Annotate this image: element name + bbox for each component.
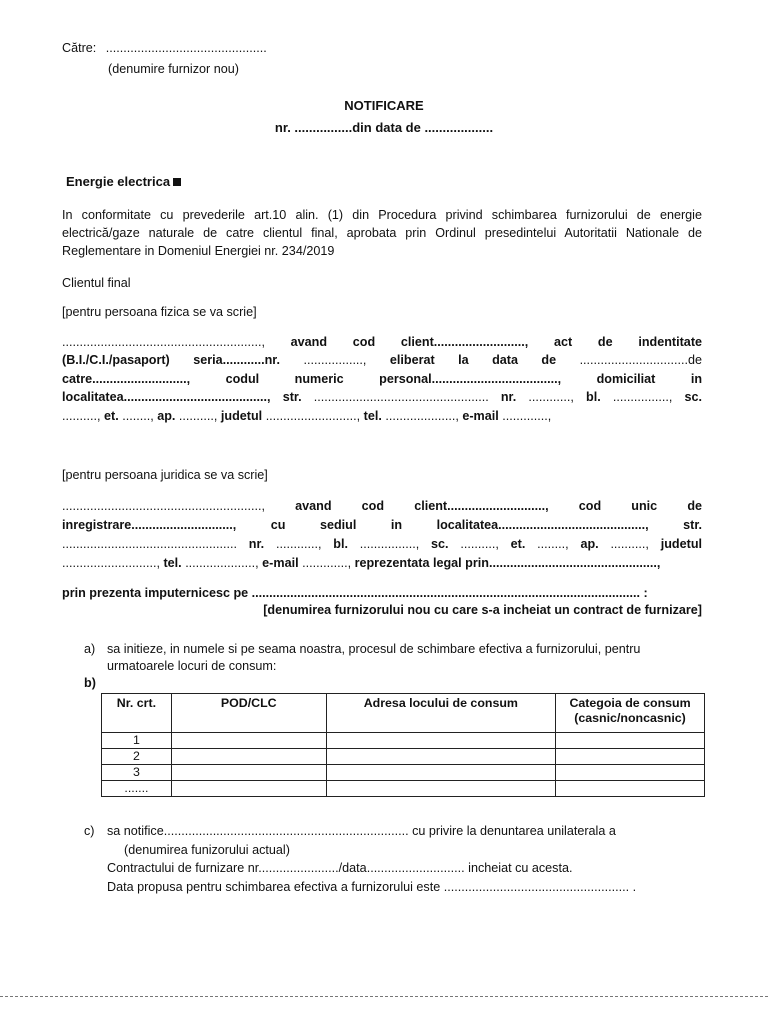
form-field-text: personal....................................,: [379, 372, 562, 386]
form-field-text: catre...........................,: [62, 372, 191, 386]
form-field-text: ................,: [612, 390, 673, 404]
table-cell-nr: 1: [102, 733, 172, 749]
fizica-line: [62, 390, 702, 404]
table-cell: [326, 781, 555, 797]
form-field-text: client............................,: [414, 499, 549, 513]
authorization-line: prin prezenta imputernicesc pe ............................................................................................................... :: [62, 586, 648, 600]
form-field-text: reprezentata legal prin................................................,: [354, 556, 661, 570]
form-field-text: .........................................................,: [62, 335, 265, 349]
client-final-label: Clientul final: [62, 276, 131, 290]
form-field-text: str.: [282, 390, 302, 404]
form-field-text: ............,: [275, 537, 322, 551]
form-field-text: de: [597, 335, 613, 349]
fizica-line: [62, 335, 702, 349]
item-a-text-2: urmatoarele locuri de consum:: [107, 659, 277, 673]
form-field-text: ....................,: [385, 409, 459, 423]
form-field-text: ap.: [157, 409, 176, 423]
table-cell: [326, 733, 555, 749]
table-cell: [556, 733, 705, 749]
form-field-text: cu: [270, 518, 286, 532]
form-field-text: eliberat: [389, 353, 435, 367]
recipient-hint: (denumire furnizor nou): [108, 62, 239, 76]
table-row: [102, 733, 705, 749]
form-field-text: ...........................,: [62, 556, 160, 570]
fizica-line: [62, 353, 702, 367]
form-field-text: de: [541, 353, 557, 367]
form-field-text: e-mail: [462, 409, 499, 423]
table-header-address: Adresa locului de consum: [326, 694, 555, 733]
item-c-label: c): [84, 824, 95, 838]
form-field-text: .............,: [502, 409, 552, 423]
fizica-heading: [pentru persoana fizica se va scrie]: [62, 305, 257, 319]
form-field-text: localitatea.........................................,: [62, 390, 271, 404]
form-field-text: nr.: [500, 390, 517, 404]
form-field-text: tel.: [163, 556, 182, 570]
table-header-row: [102, 694, 705, 733]
table-cell-nr: .......: [102, 781, 172, 797]
item-c-text: sa notifice...................................................................... cu privire la denuntarea unilaterala a: [107, 824, 616, 838]
form-field-text: inregistrare.............................,: [62, 518, 237, 532]
page-bottom-divider: [0, 996, 768, 997]
intro-paragraph: In conformitate cu prevederile art.10 alin. (1) din Procedura privind schimbarea furnizorului de energie electrică/gaze naturale de catre clientul final, aprobata prin Ordinul presedintelui Autoritatii Nationale de Reglementare in Domeniul Energiei nr. 234/2019: [62, 208, 702, 258]
form-field-text: avand: [290, 335, 328, 349]
form-field-text: sc.: [684, 390, 703, 404]
table-header-nr: Nr. crt.: [102, 694, 172, 733]
energy-type-label: Energie electrica: [66, 174, 171, 189]
form-field-text: et.: [510, 537, 526, 551]
form-field-text: indentitate: [638, 335, 703, 349]
recipient-blank: ..............................................: [105, 41, 267, 55]
checked-box-icon: [173, 178, 181, 186]
form-field-text: sediul: [319, 518, 357, 532]
form-field-text: de: [687, 499, 703, 513]
form-field-text: judetul: [220, 409, 263, 423]
form-field-text: client..........................,: [400, 335, 529, 349]
form-field-text: .................,: [303, 353, 367, 367]
recipient-line: [62, 41, 267, 55]
table-cell: [171, 749, 326, 765]
item-c-hint: (denumirea funizorului actual): [124, 843, 290, 857]
form-field-text: bl.: [586, 390, 601, 404]
form-field-text: ap.: [580, 537, 599, 551]
form-field-text: cod: [352, 335, 376, 349]
form-field-text: act: [554, 335, 573, 349]
table-row: [102, 765, 705, 781]
form-field-text: ..........,: [460, 537, 499, 551]
table-cell: [556, 781, 705, 797]
table-header-category: Categoia de consum (casnic/noncasnic): [556, 694, 705, 733]
form-field-text: bl.: [333, 537, 348, 551]
form-field-text: data: [492, 353, 518, 367]
form-field-text: ..........,: [62, 409, 101, 423]
form-field-text: judetul: [660, 537, 703, 551]
table-cell: [556, 765, 705, 781]
form-field-text: ............,: [528, 390, 574, 404]
form-field-text: seria............nr.: [193, 353, 281, 367]
form-field-text: ........,: [122, 409, 154, 423]
form-field-text: nr.: [248, 537, 265, 551]
form-field-text: .........................................................,: [62, 499, 265, 513]
juridica-line: [62, 556, 660, 570]
table-row: [102, 781, 705, 797]
document-title: NOTIFICARE: [344, 98, 424, 113]
table-cell: [326, 749, 555, 765]
fizica-line: [62, 372, 702, 386]
form-field-text: ..................................................: [62, 537, 237, 551]
form-field-text: str.: [683, 518, 703, 532]
energy-type-line: [66, 174, 181, 189]
juridica-line: [62, 499, 702, 513]
item-c-contract-line: Contractului de furnizare nr......................./data............................ incheiat cu acesta.: [107, 861, 573, 875]
consumption-places-table: [101, 693, 705, 797]
form-field-text: ..........,: [610, 537, 649, 551]
form-field-text: ..........,: [178, 409, 218, 423]
item-a-label: a): [84, 642, 96, 656]
form-field-text: la: [458, 353, 469, 367]
table-header-pod: POD/CLC: [171, 694, 326, 733]
authorization-hint: [denumirea furnizorului nou cu care s-a incheiat un contract de furnizare]: [263, 603, 702, 617]
table-cell-nr: 3: [102, 765, 172, 781]
table-cell-nr: 2: [102, 749, 172, 765]
item-c-date-line: Data propusa pentru schimbarea efectiva a furnizorului este ..................................................... .: [107, 880, 637, 894]
form-field-text: localitatea..........................................,: [436, 518, 649, 532]
form-field-text: ...............................de: [579, 353, 703, 367]
table-cell: [171, 781, 326, 797]
form-field-text: e-mail: [262, 556, 299, 570]
form-field-text: .............,: [302, 556, 352, 570]
table-cell: [326, 765, 555, 781]
form-field-text: codul: [225, 372, 260, 386]
form-field-text: unic: [631, 499, 658, 513]
form-field-text: avand: [295, 499, 332, 513]
form-field-text: ................,: [359, 537, 420, 551]
form-field-text: tel.: [363, 409, 382, 423]
form-field-text: in: [690, 372, 703, 386]
juridica-line: [62, 518, 702, 532]
form-field-text: in: [390, 518, 403, 532]
form-field-text: ..........................,: [265, 409, 361, 423]
form-field-text: ........,: [537, 537, 569, 551]
table-cell: [556, 749, 705, 765]
form-field-text: sc.: [431, 537, 449, 551]
table-cell: [171, 733, 326, 749]
juridica-heading: [pentru persoana juridica se va scrie]: [62, 468, 268, 482]
recipient-label: Către:: [62, 41, 97, 55]
form-field-text: numeric: [294, 372, 344, 386]
document-number-line: nr. ................din data de ...................: [274, 120, 494, 135]
form-field-text: ..................................................: [313, 390, 489, 404]
form-field-text: cod: [578, 499, 602, 513]
form-field-text: (B.I./C.I./pasaport): [62, 353, 170, 367]
fizica-line: [62, 409, 551, 423]
item-a-text: sa initieze, in numele si pe seama noastra, procesul de schimbare efectiva a furnizorului, pentru: [107, 642, 641, 656]
juridica-line: [62, 537, 702, 551]
form-field-text: et.: [104, 409, 119, 423]
form-field-text: ....................,: [185, 556, 259, 570]
table-cell: [171, 765, 326, 781]
table-row: [102, 749, 705, 765]
form-field-text: cod: [361, 499, 385, 513]
form-field-text: domiciliat: [596, 372, 656, 386]
item-b-label: b): [84, 676, 96, 690]
